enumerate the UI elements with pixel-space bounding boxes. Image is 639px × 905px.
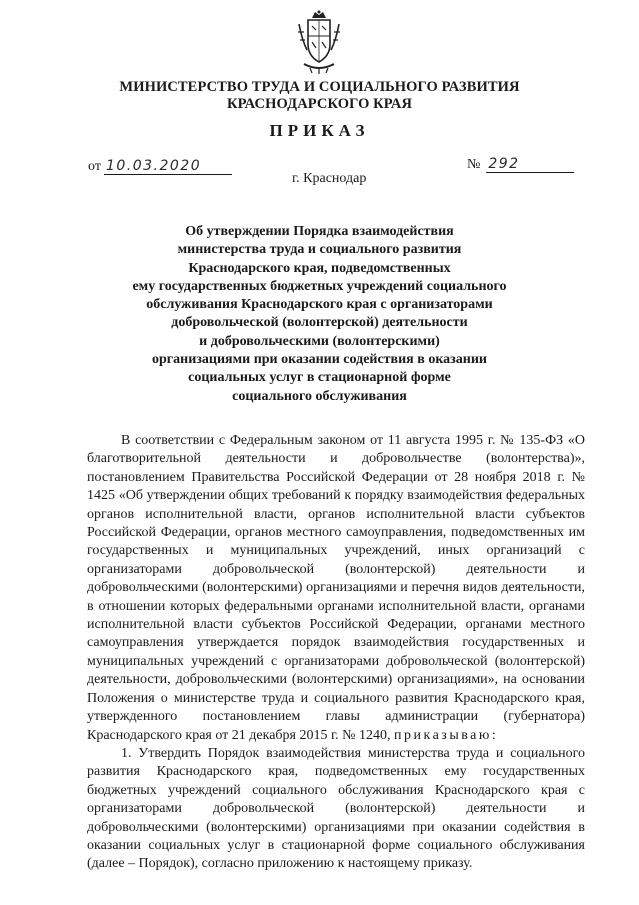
- order-body: [87, 432, 585, 874]
- subject-line: Об утверждении Порядка взаимодействия: [185, 224, 454, 239]
- city: г. Краснодар: [292, 171, 367, 186]
- subject-line: Краснодарского края, подведомственных: [188, 260, 451, 276]
- ministry-name-line-1: МИНИСТЕРСТВО ТРУДА И СОЦИАЛЬНОГО РАЗВИТИЯ: [119, 79, 520, 95]
- paragraph-1-text: В соответствии с Федеральным законом от 11 августа 1995 г. № 135-ФЗ «О благотворительной деятельности и добровольчестве (волонтерства)», постановлением Правительства Российской Федерации от 28 ноября 2018 г. № 1425 «Об утверждении общих требований к порядку взаимодействия федеральных органов исполнительной власти, органов исполнительной власти субъектов Российской Федерации, органов местного самоуправления, подведомственных им государственных и муниципальных учреждений, иных организаций с организаторами добровольческой (волонтерской) деятельности и добровольческими (волонтерскими) организациями и перечня видов деятельности, в отношении которых федеральными органами исполнительной власти, органами исполнительной власти субъектов Российской Федерации, органами местного самоуправления утверждается порядок взаимодействия государственных и муниципальных учреждений с организаторами добровольческой (волонтерской) деятельности, добровольческими (волонтерскими) организациями», на основании Положения о министерстве труда и социального развития Краснодарского края, утвержденного постановлением главы администрации (губернатора) Краснодарского края от 21 декабря 2015 г. № 1240,: [87, 433, 585, 743]
- order-date-value: 10.03.2020: [104, 158, 232, 175]
- subject-line: организациями при оказании содействия в оказании: [151, 352, 487, 368]
- subject-line: социального обслуживания: [232, 388, 407, 404]
- order-number-row: [467, 156, 574, 173]
- ministry-name: [60, 79, 579, 113]
- subject-line: и добровольческими (волонтерскими): [199, 333, 440, 349]
- body-paragraph-1: [87, 432, 585, 745]
- order-directive-word: приказываю:: [394, 727, 499, 743]
- subject-line: ему государственных бюджетных учреждений социального: [132, 278, 507, 294]
- body-paragraph-2: 1. Утвердить Порядок взаимодействия министерства труда и социального развития Краснодарского края, подведомственных ему государственных бюджетных учреждений социального обслуживания Краснодарского края с организаторами добровольческой (волонтерской) деятельности и добровольческими (волонтерскими) организациями при оказании содействия в оказании социальных услуг в стационарной форме социального обслуживания (далее – Порядок), согласно приложению к настоящему приказу.: [87, 745, 585, 872]
- coat-of-arms-icon: [296, 10, 342, 74]
- subject-line: обслуживания Краснодарского края с организаторами: [146, 297, 493, 313]
- ministry-name-line-2: КРАСНОДАРСКОГО КРАЯ: [226, 96, 413, 112]
- order-number-value: 292: [486, 156, 574, 173]
- order-date-row: [88, 158, 232, 175]
- subject-line: социальных услуг в стационарной форме: [188, 370, 451, 386]
- order-subject: [110, 223, 529, 406]
- number-prefix: №: [467, 157, 481, 172]
- date-prefix: от: [88, 159, 101, 174]
- subject-line: добровольческой (волонтерской) деятельности: [171, 315, 468, 331]
- order-title: ПРИКАЗ: [269, 121, 370, 140]
- subject-line: министерства труда и социального развития: [177, 242, 462, 258]
